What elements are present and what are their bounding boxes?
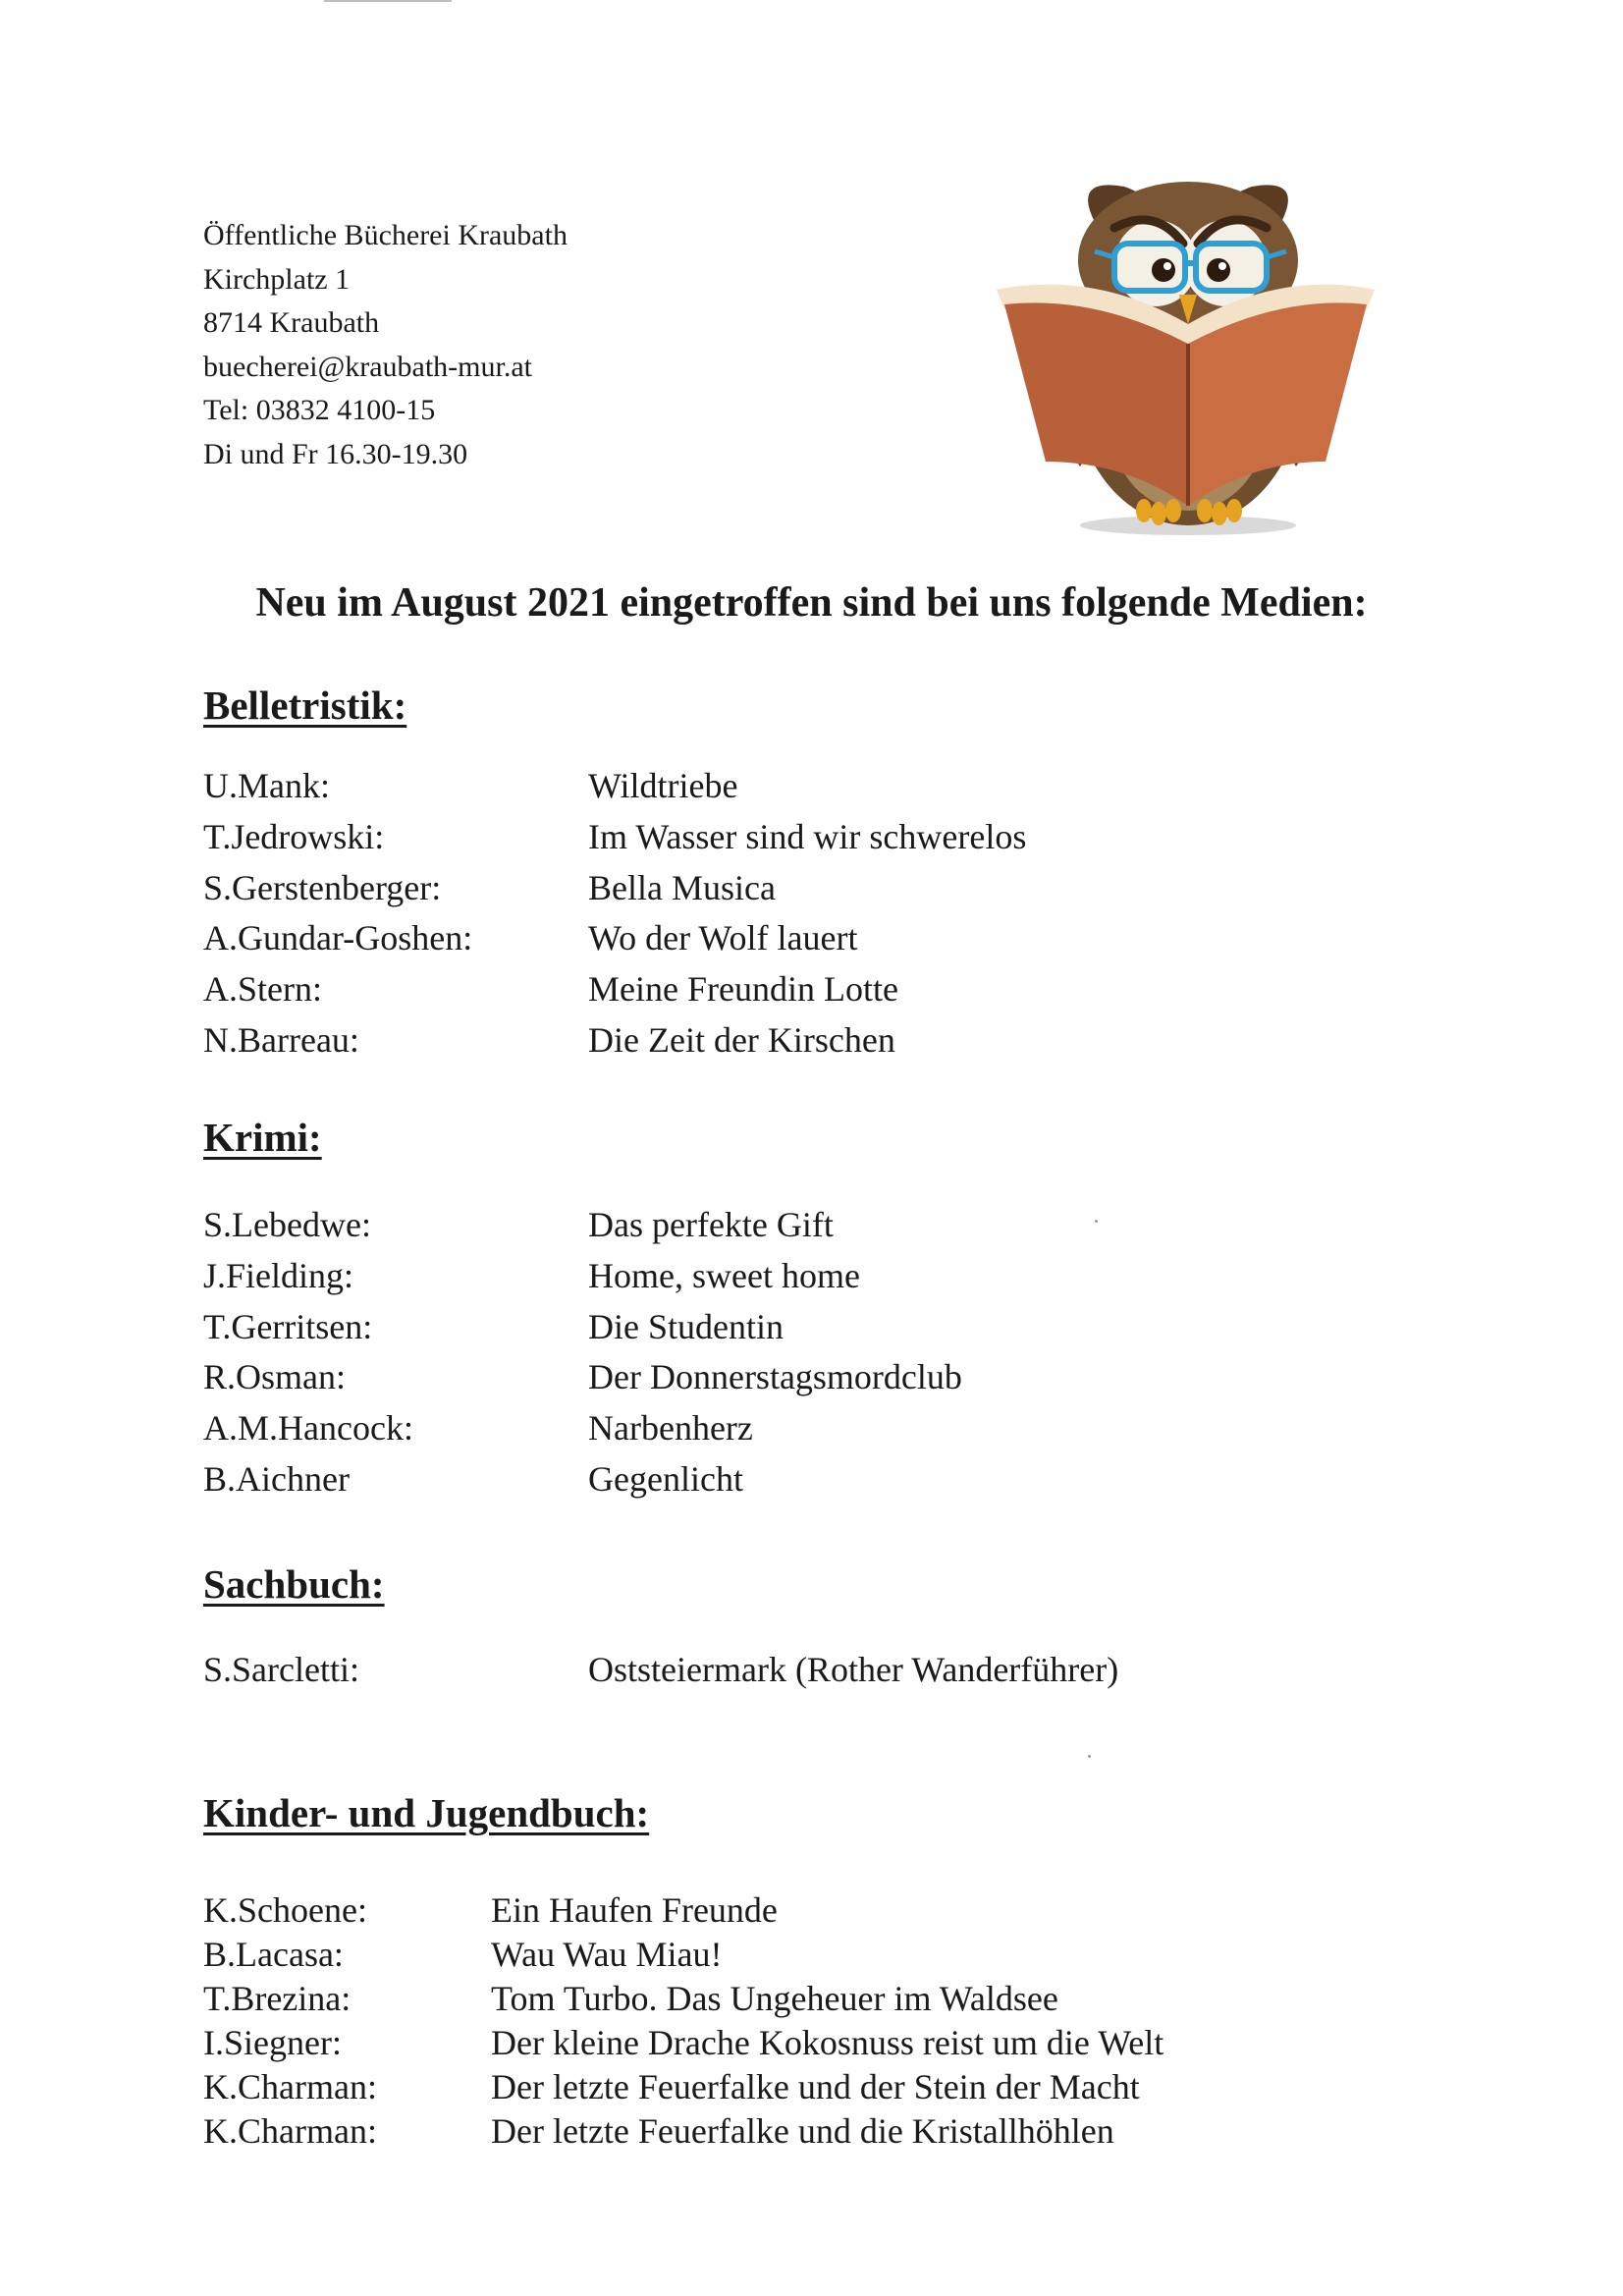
book-title: Der kleine Drache Kokosnuss reist um die Welt <box>491 2023 1164 2062</box>
book-title: Das perfekte Gift <box>588 1205 834 1244</box>
author-name: A.Gundar-Goshen: <box>203 918 473 958</box>
book-title: Die Studentin <box>588 1306 784 1346</box>
email-address: buecherei@kraubath-mur.at <box>203 350 532 383</box>
book-title: Home, sweet home <box>588 1255 860 1295</box>
street-address: Kirchplatz 1 <box>203 262 351 296</box>
page-headline: Neu im August 2021 eingetroffen sind bei uns folgende Medien: <box>255 580 1368 626</box>
author-name: U.Mank: <box>203 766 330 805</box>
book-title: Bella Musica <box>588 867 776 907</box>
library-address-block <box>203 214 568 476</box>
book-title: Im Wasser sind wir schwerelos <box>588 816 1027 856</box>
phone-number: Tel: 03832 4100-15 <box>203 394 436 426</box>
author-name: B.Lacasa: <box>203 1935 344 1974</box>
postal-city: 8714 Kraubath <box>203 306 380 339</box>
book-title: Wau Wau Miau! <box>491 1935 723 1974</box>
book-title: Narbenherz <box>588 1408 753 1449</box>
author-name: R.Osman: <box>203 1357 347 1397</box>
book-title: Der letzte Feuerfalke und die Kristallhöhlen <box>491 2111 1114 2151</box>
author-name: T.Jedrowski: <box>203 816 385 856</box>
library-name: Öffentliche Bücherei Kraubath <box>203 219 568 251</box>
book-title: Wo der Wolf lauert <box>588 918 858 958</box>
author-name: A.M.Hancock: <box>203 1408 413 1449</box>
author-name: S.Lebedwe: <box>203 1205 371 1244</box>
opening-hours: Di und Fr 16.30-19.30 <box>203 437 468 470</box>
owl-reading-book-icon <box>987 167 1384 540</box>
author-name: A.Stern: <box>203 969 322 1010</box>
section-title-sachbuch: Sachbuch: <box>203 1561 385 1607</box>
book-title: Gegenlicht <box>588 1458 743 1499</box>
author-name: K.Charman: <box>203 2067 377 2106</box>
section-title-belletristik: Belletristik: <box>203 683 407 728</box>
author-name: J.Fielding: <box>203 1255 354 1295</box>
author-name: K.Charman: <box>203 2111 377 2151</box>
book-title: Tom Turbo. Das Ungeheuer im Waldsee <box>491 1979 1058 2018</box>
author-name: I.Siegner: <box>203 2023 342 2062</box>
scan-artifact-line <box>324 0 452 2</box>
author-name: S.Sarcletti: <box>203 1650 359 1689</box>
book-title: Der Donnerstagsmordclub <box>588 1357 962 1397</box>
book-title: Oststeiermark (Rother Wanderführer) <box>588 1650 1119 1689</box>
book-title: Wildtriebe <box>588 766 738 805</box>
book-title: Meine Freundin Lotte <box>588 969 898 1010</box>
author-name: S.Gerstenberger: <box>203 867 442 907</box>
author-name: T.Gerritsen: <box>203 1306 373 1346</box>
scan-speck <box>1088 1755 1091 1758</box>
author-name: T.Brezina: <box>203 1979 352 2018</box>
book-title: Der letzte Feuerfalke und der Stein der Macht <box>491 2067 1140 2106</box>
section-title-krimi: Krimi: <box>203 1115 322 1160</box>
scan-speck <box>1095 1220 1098 1223</box>
book-title: Die Zeit der Kirschen <box>588 1019 895 1060</box>
author-name: K.Schoene: <box>203 1890 367 1930</box>
author-name: N.Barreau: <box>203 1019 359 1060</box>
section-title-kinder-jugendbuch: Kinder- und Jugendbuch: <box>203 1790 650 1835</box>
book-title: Ein Haufen Freunde <box>491 1890 778 1930</box>
author-name: B.Aichner <box>203 1458 350 1499</box>
